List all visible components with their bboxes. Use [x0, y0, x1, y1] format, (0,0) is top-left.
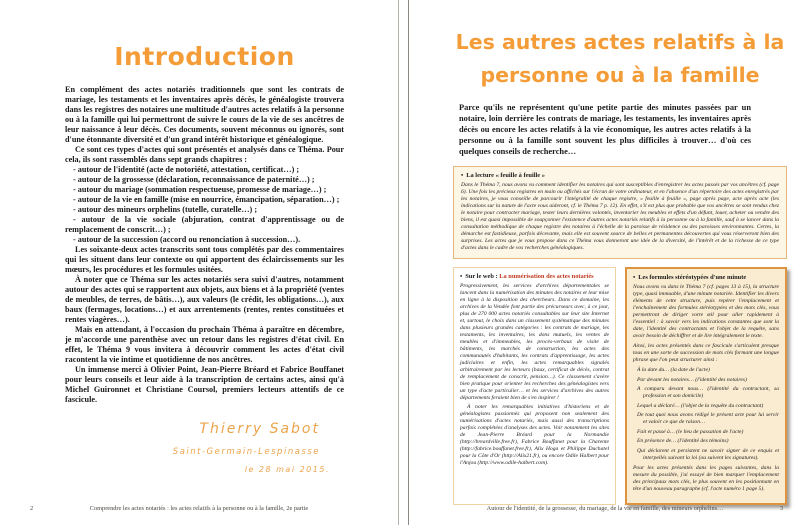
formula-item: À la date du… (la date de l'acte) — [637, 367, 710, 373]
formula-item: A comparu devant nous… (l'identité du contractant, sa profession et son domicile) — [637, 386, 779, 399]
reading-tip-title: La lecture « feuille à feuille » — [466, 172, 545, 179]
web-tip-paragraph: À noter les remarquables initiatives d'historiens et de généalogistes passionnés qui proposent non seulement des numérisations d'actes notariés, mais aussi des transcriptions parfois complétées d'analyses des actes. Voir notamment les sites de Jean-Pierre Bréard pour la Normandie (http://breardville.free.fr), Fabrice Bouffanet pour la Charente (http://fabrice.bouffanet.free.fr), Alix Hoga et Philippe Duchatel pour la Côte d'Or (http://Alix21.fr), ou encore Odile Halbert pour l'Anjou (http://www.odile-halbert.com). — [460, 404, 609, 466]
list-item: - autour de l'identité (acte de notoriété, attestation, certificat…) ; — [73, 165, 300, 174]
formulas-list — [633, 367, 779, 462]
right-page — [408, 0, 800, 525]
left-page — [0, 0, 399, 525]
bullet-icon: • — [633, 274, 636, 281]
list-item: - autour de la succession (accord ou renonciation à succession…). — [73, 235, 301, 244]
author-signature — [65, 421, 344, 474]
formulas-paragraph: Pour les actes présentés dans les pages suivantes, dans la mesure du possible, j'ai essayé de bien marquer l'emplacement des principaux mots clés, le plus souvent en les positionnant en tête d'un nouveau paragraphe (cf. l'acte numéro 1 page 5). — [633, 464, 779, 492]
paragraph: Ce sont ces types d'actes qui sont présentés et analysés dans ce Théma. Pour cela, ils sont rassemblés dans sept grands chapitres : — [65, 145, 344, 164]
list-item: - autour des mineurs orphelins (tutelle, curatelle…) ; — [73, 205, 258, 214]
signature-date: le 28 mai 2015. — [244, 465, 330, 474]
chapter-lead-paragraph: Parce qu'ils ne représentent qu'une petite partie des minutes passées par un notaire, loin derrière les contrats de mariage, les testaments, les inventaires après décès ou encore les actes relatifs à la vie économique, les autres actes relatifs à la personne ou à la famille sont souvent les plus difficiles à trouver… d'où ces quelques conseils de recherche… — [459, 103, 751, 156]
formula-item: Qui déclarent et persistent ne savoir signer de ce enquis et interpellés suivant la loi (ou suivent les signatures). — [637, 447, 779, 461]
signature-place: Saint-Germain-Lespinasse — [172, 447, 320, 457]
formulas-box — [625, 267, 787, 505]
reading-tip-body: Dans le Théma 7, nous avons vu comment identifier les notaires qui sont susceptibles d'enregistrer les actes passés par vos ancêtres (cf. page 6). Une fois les précieux registres en main ou affichés sur l'écran de votre ordinateur, et en l'absence d'un répertoire des actes enregistrés par les notaires, je vous conseille de parcourir l'intégralité de chaque registre, « feuille à feuille », page après page, acte après acte (les indications sur la nature de l'acte vous aideront, cf. le Théma 7 p. 12). En effet, s'il est plus que probable que vos ancêtres se sont rendus chez le notaire pour contracter mariage, tester leurs dernières volontés, inventorier les meubles et effets d'un défunt, louer, acheter ou vendre des biens, il est quasi impossible de soupçonner l'existence d'autres actes notariés relatifs à la personne ou à la famille, sauf à se lancer dans la consultation méthodique de chaque registre des notaires à l'échelle de la paroisse de résidence ou des paroisses environnantes. Certes, la démarche est fastidieuse, parfois décevante, mais elle est souvent source de belles et permanentes découvertes qui vous réserveront bien des surprises. Les actes que je vous propose dans ce Théma vous donneront une idée de la diversité, de l'intérêt et de la richesse de ce type d'actes dans le cadre de vos recherches généalogiques. — [461, 182, 779, 251]
chapters-list — [65, 165, 344, 245]
web-tip-box — [453, 267, 616, 505]
web-tip-prefix: Sur le web : — [465, 273, 500, 280]
list-item: - autour de la vie sociale (abjuration, contrat d'apprentissage ou de remplacement de conscrit…) ; — [65, 215, 344, 234]
chapter-title-line2: personne ou à la famille — [480, 63, 760, 87]
paragraph: En complément des actes notariés traditionnels que sont les contrats de mariage, les testaments et les inventaires après décès, le généalogiste trouvera dans les registres des notaires une multitude d'autres actes relatifs à la personne ou à la famille qui lui permettront de suivre le cours de la vie de ses ancêtres de leur naissance à leur décès. Ces documents, souvent méconnus ou ignorés, sont d'une étonnante diversité et d'un grand intérêt historique et généalogique. — [65, 85, 344, 144]
list-item: - autour du mariage (sommation respectueuse, promesse de mariage…) ; — [73, 185, 327, 194]
formulas-paragraph: Nous avons vu dans le Théma 7 (cf. pages 13 à 15), la structure type, quasi immuable, d'une minute notariée. Identifier les divers éléments de cette structure, puis repérer l'emplacement et l'enchaînement des formules stéréotypées et des mots clés, vous permettront de diriger votre œil pour aller rapidement à l'essentiel : à savoir vers les indications constantes que sont la date, l'identité des contractants et l'objet de la requête, sans avoir besoin de déchiffrer et de lire intégralement le texte. — [633, 284, 779, 339]
formulas-paragraph: Ainsi, les actes présentés dans ce fascicule s'articulent presque tous en une sorte de succession de mots clés formant une longue phrase que l'on peut structurer ainsi : — [633, 343, 779, 363]
bullet-icon: • — [461, 172, 464, 179]
paragraph: Les soixante-deux actes transcrits sont tous complétés par des commentaires qui les situent dans leur contexte ou qui apportent des éclaircissements sur les mœurs, les procédures et les formules usitées. — [65, 245, 344, 274]
formula-item: Lequel a déclaré… (l'objet de la requête du contractant) — [637, 402, 764, 409]
web-tip-link-title: La numérisation des actes notariés — [499, 273, 594, 280]
list-item: - autour de la vie en famille (mise en nourrice, émancipation, séparation…) ; — [73, 195, 340, 204]
formula-item: Par devant les notaires… (l'identité des notaires) — [637, 376, 747, 383]
formulas-title: Les formules stéréotypées d'une minute — [638, 274, 747, 281]
left-page-footer — [0, 505, 398, 512]
formula-item: De tout quoi nous avons rédigé le présent acte pour lui servir et valoir ce que de raison… — [637, 412, 779, 425]
paragraph: À noter que ce Théma sur les actes notariés sera suivi d'autres, notamment autour des actes qui se rapportent aux objets, aux biens et à la propriété (ventes de meubles, de terres, de bâtis…), aux valeurs (le crédit, les obligations…), aux baux (fermages, locations…) et aux arrentements (rentes, rentes constituées et rentes viagères…). — [65, 275, 344, 324]
right-page-content — [453, 26, 787, 505]
paragraph: Mais en attendant, à l'occasion du prochain Théma à paraître en décembre, je m'accorde une parenthèse avec un retour dans les registres d'état civil. En effet, le Théma 9 vous invitera à découvrir comment les actes d'état civil racontent la vie intime et quotidienne de nos ancêtres. — [65, 325, 344, 364]
page-number: 2 — [30, 505, 34, 512]
web-tip-paragraph: Progressivement, les services d'archives départementales se lancent dans la numérisation des minutes des notaires et leur mise en ligne à la disposition des chercheurs. Dans ce domaine, les archives de la Vendée font partie des précurseurs avec, à ce jour, plus de 270 000 actes notariés consultables sur leur site Internet et, surtout, le choix dans un classement systématique des minutes dans plusieurs grandes catégories : les contrats de mariage, les testaments, les inventaires, les dons mutuels, les ventes de meubles et d'immeubles, les procès-verbaux de visite de bâtiments, les marchés de construction, les actes des communautés d'habitants, les contrats d'apprentissage, les actes judiciaires et enfin, les actes remarquables signalés arbitrairement par les lecteurs (baux, certificat de décès, contrat de remplacement de conscrit, pension…). Ce classement s'avère bien pratique pour orienter les recherches des généalogistes vers un type d'acte particulier… et les services d'archives des autres départements feraient bien de s'en inspirer ! — [460, 283, 609, 401]
page-title-introduction: Introduction — [114, 42, 295, 71]
bullet-icon: • — [460, 273, 463, 280]
chapter-title — [453, 26, 787, 92]
signature-name: Thierry Sabot — [199, 421, 320, 437]
right-page-footer — [409, 505, 800, 512]
paragraph: Un immense merci à Olivier Point, Jean-Pierre Bréard et Fabrice Bouffanet pour leurs conseils et leur aide à la transcription de certains actes, ainsi qu'à Michel Guironnet et Christiane Coursol, premiers lecteurs attentifs de ce fascicule. — [65, 365, 344, 404]
reading-tip-box — [453, 166, 787, 259]
footer-running-title: Comprendre les actes notariés : les actes relatifs à la personne ou à la famille, 2e partie — [89, 505, 309, 512]
reading-tip-header — [461, 172, 779, 179]
web-tip-header — [460, 273, 609, 280]
list-item: - autour de la grossesse (déclaration, reconnaissance de paternité…) ; — [73, 175, 315, 184]
chapter-title-line1: Les autres actes relatifs à la — [455, 30, 785, 54]
formula-item: Fait et passé à… (le lieu de passation de l'acte) — [637, 428, 744, 435]
left-page-content — [65, 42, 344, 474]
introduction-body — [65, 85, 344, 405]
page-number: 3 — [779, 505, 783, 512]
formula-item: En présence de… (l'identité des témoins) — [637, 438, 729, 444]
footer-running-title: Autour de l'identité, de la grossesse, du mariage, de la vie en famille, des mineurs orphelins… — [486, 505, 724, 512]
formulas-header — [633, 274, 779, 281]
two-column-boxes — [453, 267, 787, 505]
